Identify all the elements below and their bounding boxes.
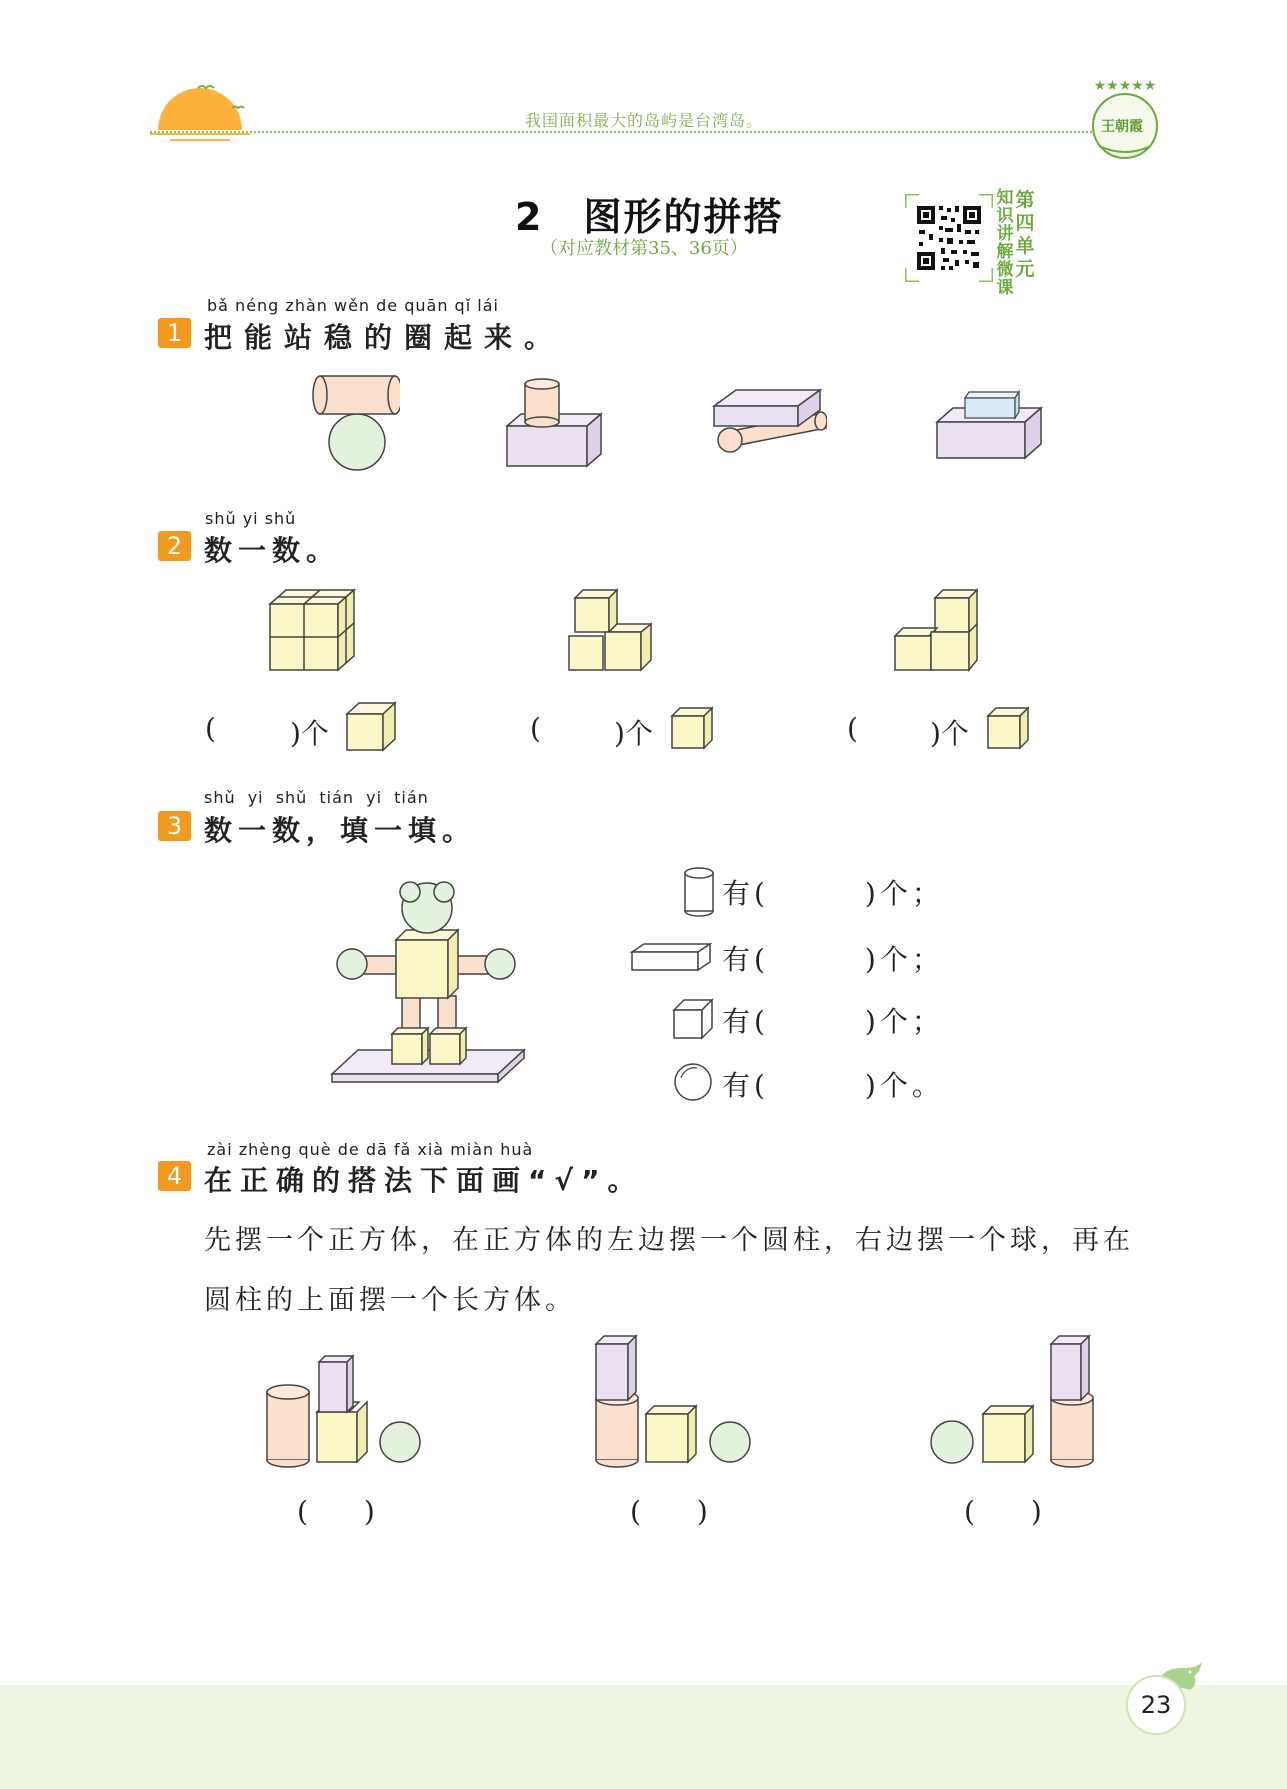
q3-row-sphere[interactable]: 有( )个。 (722, 1069, 944, 1102)
cuboid-icon (630, 942, 712, 972)
sphere-icon (673, 1062, 713, 1102)
logo-text: 王朝霞 (1101, 119, 1143, 135)
qr-code-icon[interactable] (905, 194, 993, 282)
q2-figure-1 (268, 586, 358, 676)
page-title: 2 图形的拼搭 (515, 195, 784, 239)
q2-answer-1-close: )个 (290, 717, 329, 750)
cube-outline-icon (672, 998, 714, 1040)
qr-label-lesson: 知识讲解微课 (996, 188, 1014, 298)
page-number: 23 (1126, 1675, 1186, 1735)
q2-answer-1-blank[interactable] (225, 712, 287, 748)
cube-icon (345, 700, 397, 752)
q3-row-cuboid[interactable]: 有( )个； (722, 943, 944, 976)
svg-text:★★★★★: ★★★★★ (1093, 78, 1157, 94)
robot-figure (330, 878, 530, 1084)
q2-answer-2-open: ( (530, 712, 541, 745)
q4-instruction-line1: 先摆一个正方体，在正方体的左边摆一个圆柱，右边摆一个球，再在 (204, 1225, 1134, 1256)
q2-answer-3-blank[interactable] (867, 712, 929, 748)
qr-label-unit: 第四单元 (1015, 189, 1035, 280)
q3-number: 3 (158, 811, 191, 841)
q2-figure-2 (567, 588, 652, 674)
q4-instruction-line2: 圆柱的上面摆一个长方体。 (204, 1285, 576, 1316)
q3-row-cylinder[interactable]: 有( )个； (722, 877, 944, 910)
q2-text: 数一数。 (204, 534, 341, 567)
q2-pinyin: shǔ yi shǔ (205, 509, 297, 528)
cube-icon (986, 706, 1030, 750)
q1-figure-2[interactable] (505, 378, 605, 473)
q2-answer-1-open: ( (205, 712, 216, 745)
q4-choice-1[interactable]: ( ) (297, 1495, 375, 1528)
q4-option-3-figure (925, 1334, 1095, 1468)
q1-text: 把能站稳的圈起来。 (204, 321, 565, 354)
cylinder-icon (683, 867, 715, 917)
q1-figure-3[interactable] (712, 384, 827, 464)
q4-choice-3[interactable]: ( ) (964, 1495, 1042, 1528)
q4-option-1-figure (263, 1352, 423, 1468)
q3-pinyin: shǔ yi shǔ tián yi tián (204, 788, 429, 807)
header-fact: 我国面积最大的岛屿是台湾岛。 (525, 111, 764, 130)
q1-number: 1 (158, 318, 191, 348)
q1-figure-4[interactable] (935, 388, 1045, 460)
q3-row-cube[interactable]: 有( )个； (722, 1005, 944, 1038)
q4-text: 在正确的搭法下面画“√”。 (204, 1164, 644, 1197)
header-divider (150, 131, 1100, 133)
page-subtitle: （对应教材第35、36页） (540, 238, 748, 259)
q4-pinyin: zài zhèng què de dā fǎ xià miàn huà (207, 1140, 534, 1159)
q3-text: 数一数，填一填。 (204, 814, 477, 847)
q1-figure-1[interactable] (310, 372, 400, 472)
footer-band (0, 1685, 1287, 1789)
q2-answer-3-close: )个 (930, 717, 969, 750)
q2-answer-2-close: )个 (614, 717, 653, 750)
q2-answer-3-open: ( (847, 712, 858, 745)
bird-icon (198, 86, 214, 88)
q2-number: 2 (158, 531, 191, 561)
q1-pinyin: bǎ néng zhàn wěn de quān qǐ lái (207, 296, 499, 315)
q2-answer-2-blank[interactable] (550, 712, 612, 748)
q2-figure-3 (893, 588, 978, 674)
header-sun-icon (150, 80, 250, 150)
q4-option-2-figure (590, 1334, 756, 1468)
logo-seal-icon (1085, 76, 1165, 166)
q4-choice-2[interactable]: ( ) (630, 1495, 708, 1528)
cube-icon (670, 706, 714, 750)
q4-number: 4 (158, 1161, 191, 1191)
